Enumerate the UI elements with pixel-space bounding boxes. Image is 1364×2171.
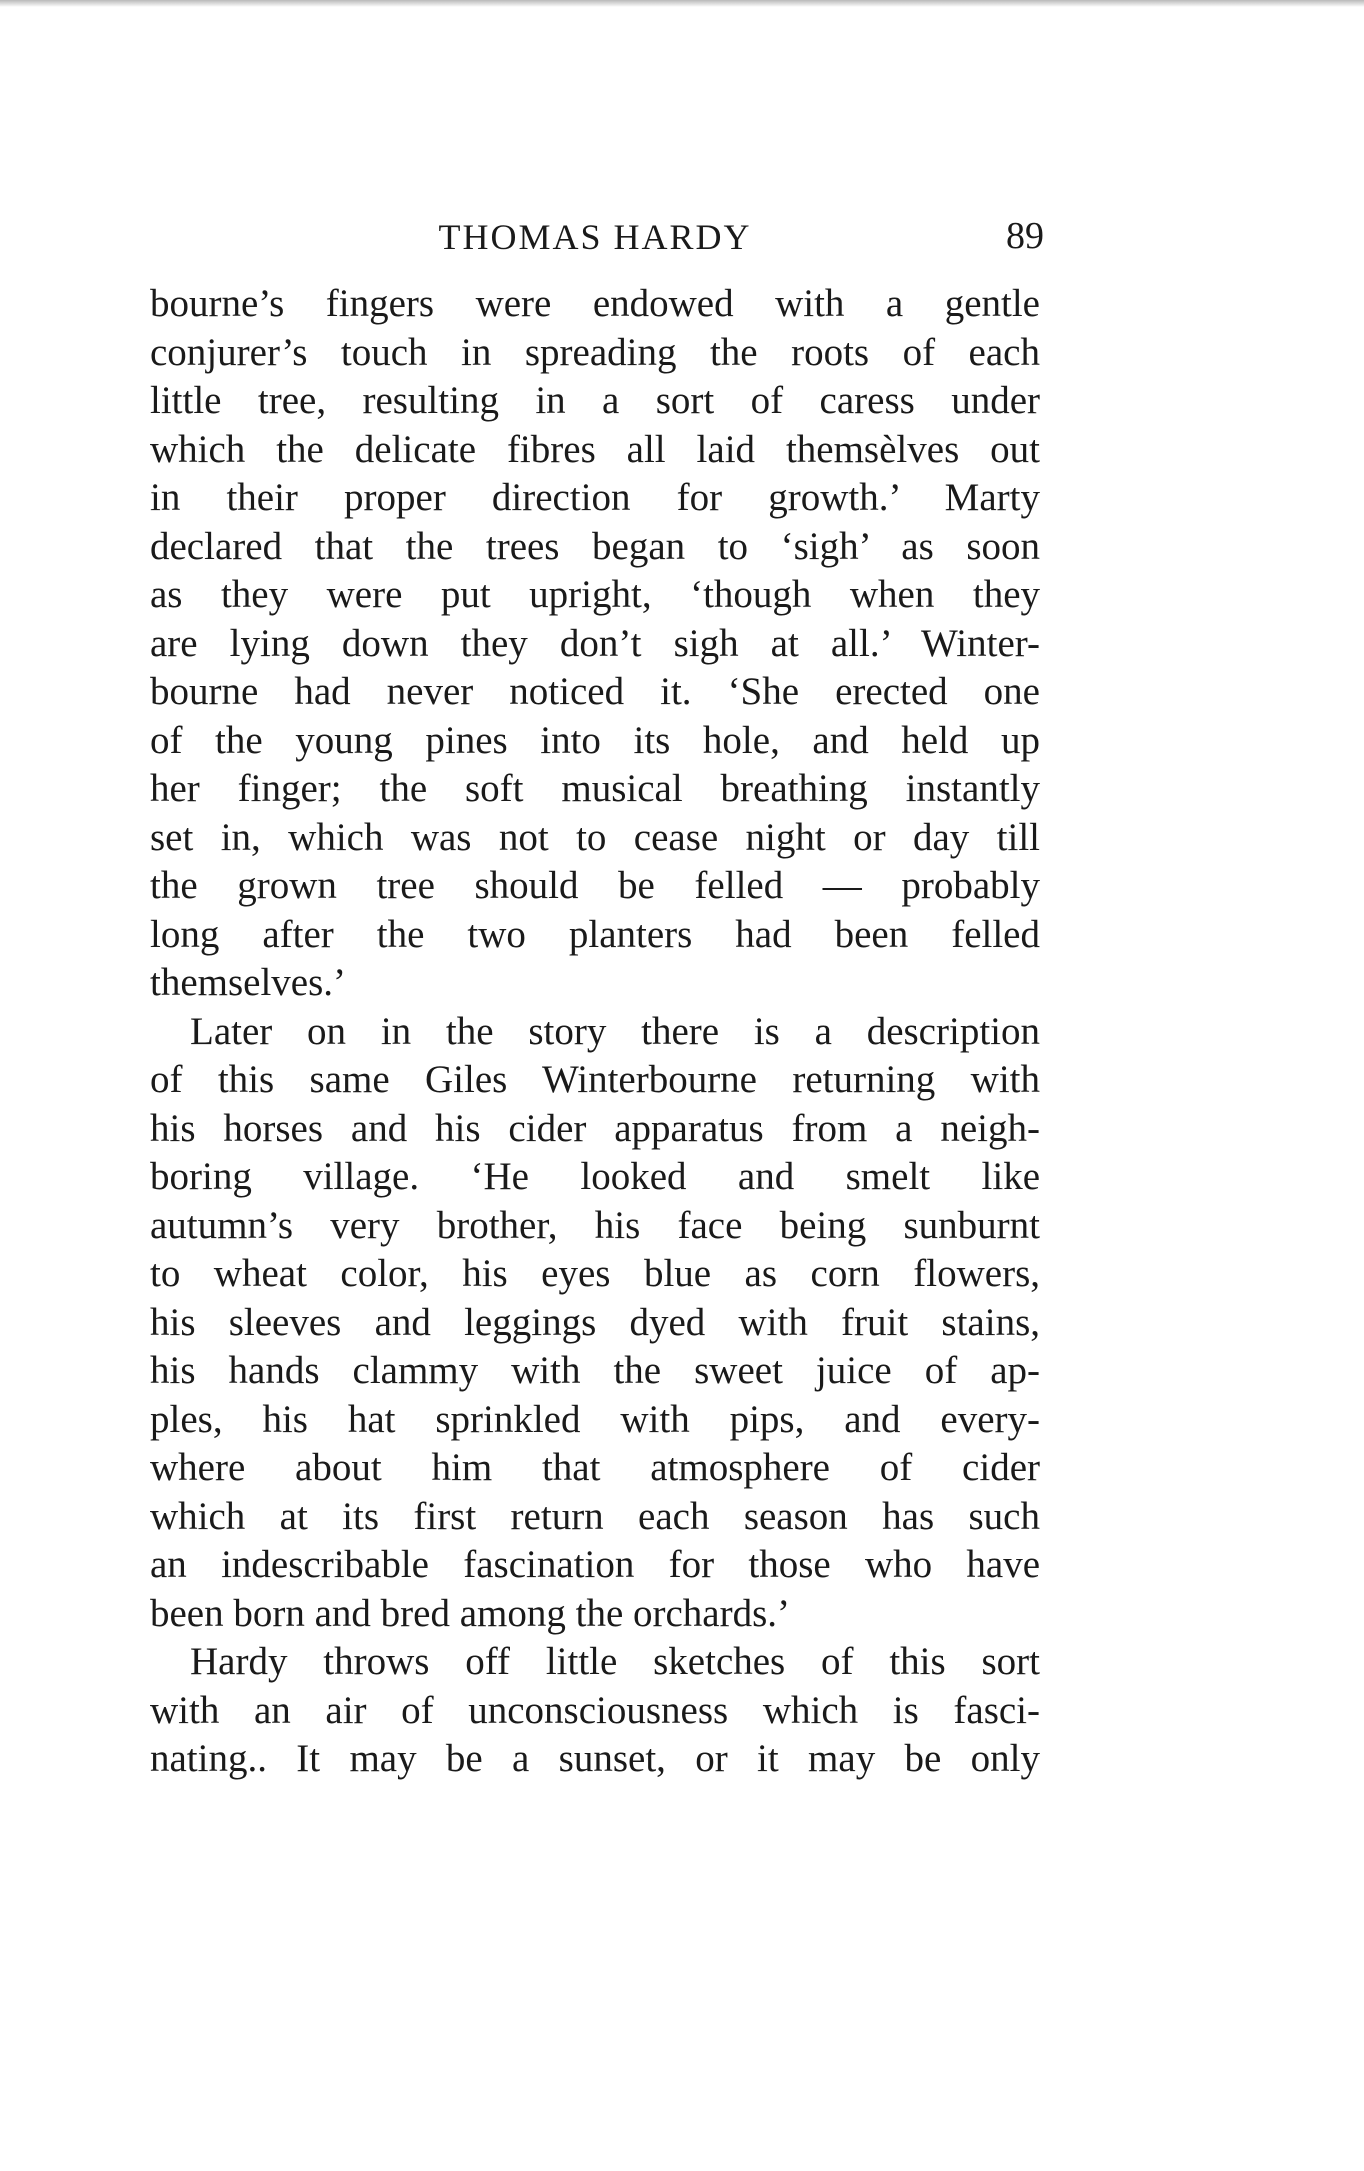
paragraph-end-line: been born and bred among the orchards.’	[150, 1591, 791, 1635]
text-line: which the delicate fibres all laid themsèlves out	[150, 427, 1040, 471]
text-line: her finger; the soft musical breathing instantly	[150, 767, 1040, 810]
text-line: boring village. ‘He looked and smelt like	[150, 1155, 1040, 1198]
text-line: of the young pines into its hole, and held up	[150, 718, 1040, 762]
text-line: in their proper direction for growth.’ Marty	[150, 476, 1040, 519]
body-text	[150, 280, 1040, 1784]
paragraph-end-line: themselves.’	[150, 961, 347, 1004]
text-line: his horses and his cider apparatus from a neigh-	[150, 1106, 1040, 1150]
text-line: which at its first return each season has such	[150, 1494, 1040, 1538]
text-line: are lying down they don’t sigh at all.’ Winter-	[150, 621, 1040, 665]
page-number: 89	[1006, 215, 1044, 257]
text-line: set in, which was not to cease night or day till	[150, 815, 1040, 859]
book-page	[150, 214, 1044, 1784]
text-line: his sleeves and leggings dyed with fruit stains,	[150, 1300, 1040, 1344]
text-line: of this same Giles Winterbourne returning with	[150, 1058, 1040, 1101]
running-head	[150, 214, 1044, 266]
text-line: bourne’s fingers were endowed with a gentle	[150, 282, 1040, 325]
paragraph-start-line: Later on in the story there is a description	[190, 1009, 1040, 1053]
text-line: to wheat color, his eyes blue as corn flowers,	[150, 1252, 1040, 1295]
text-line: autumn’s very brother, his face being sunburnt	[150, 1203, 1040, 1247]
text-line: with an air of unconsciousness which is fasci-	[150, 1688, 1040, 1732]
text-line: where about him that atmosphere of cider	[150, 1446, 1040, 1489]
text-line: the grown tree should be felled — probably	[150, 864, 1040, 907]
paragraph-start-line: Hardy throws off little sketches of this sort	[190, 1640, 1040, 1683]
text-line: ples, his hat sprinkled with pips, and every-	[150, 1397, 1040, 1441]
text-line: bourne had never noticed it. ‘She erected one	[150, 670, 1040, 713]
text-line: declared that the trees began to ‘sigh’ as soon	[150, 524, 1040, 568]
text-line: an indescribable fascination for those who have	[150, 1543, 1040, 1586]
text-line: nating.. It may be a sunset, or it may be only	[150, 1737, 1040, 1780]
running-head-title: THOMAS HARDY	[438, 217, 752, 257]
text-line: conjurer’s touch in spreading the roots of each	[150, 330, 1040, 374]
text-line: long after the two planters had been felled	[150, 912, 1040, 956]
text-line: little tree, resulting in a sort of caress under	[150, 379, 1040, 422]
page-top-edge	[0, 0, 1364, 7]
text-line: as they were put upright, ‘though when they	[150, 573, 1040, 616]
text-line: his hands clammy with the sweet juice of ap-	[150, 1349, 1040, 1392]
